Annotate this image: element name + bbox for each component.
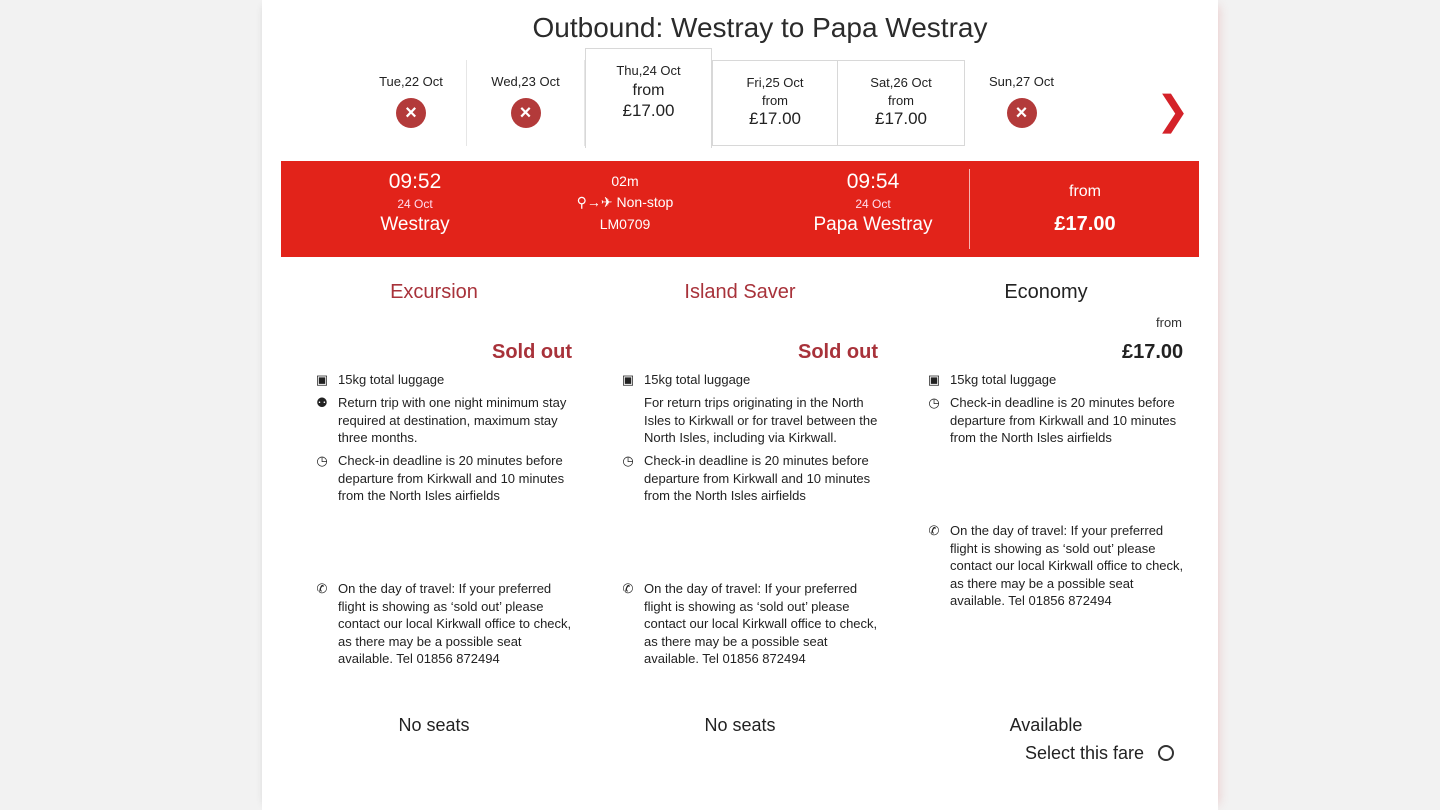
date-from-label: from (632, 82, 665, 99)
phone-icon: ✆ (316, 581, 328, 596)
date-tab-sun-27[interactable] (965, 60, 1078, 146)
date-label: Thu,24 Oct (616, 63, 681, 78)
flight-from-label: from (1069, 183, 1101, 200)
date-price: £17.00 (622, 101, 675, 120)
luggage-icon: ▣ (621, 372, 635, 387)
phone-icon: ✆ (622, 581, 634, 596)
select-fare-radio[interactable] (1158, 745, 1174, 761)
fare-price: £17.00 (1122, 341, 1184, 363)
date-tab-sat-26[interactable] (837, 60, 965, 146)
fare-feature (928, 394, 1190, 447)
date-label: Tue,22 Oct (379, 74, 443, 89)
fare-feature (927, 371, 1190, 389)
fare-feature (644, 394, 884, 447)
departure-time: 09:52 (388, 170, 442, 193)
divider (969, 169, 970, 249)
fare-feature (621, 371, 884, 389)
sold-out-label: Sold out (492, 341, 572, 363)
date-from-label: from (888, 93, 914, 108)
fare-feature (316, 580, 578, 668)
feature-text: On the day of travel: If your preferred flight is showing as ‘sold out’ please contact our local Kirkwall office to check, as there may be a possible seat available. Tel 01856 872494 (950, 523, 1184, 608)
flight-summary-bar[interactable] (281, 161, 1199, 257)
feature-text: 15kg total luggage (644, 372, 751, 387)
flight-price-info (985, 183, 1185, 236)
unavailable-icon: × (1007, 98, 1037, 128)
feature-text: Return trip with one night minimum stay required at destination, maximum stay three months. (338, 395, 567, 445)
departure-place: Westray (380, 214, 450, 235)
route-info (525, 173, 725, 232)
phone-icon: ✆ (928, 523, 940, 538)
fare-name-excursion: Excursion (390, 281, 478, 303)
unavailable-icon: × (396, 98, 426, 128)
fare-feature (315, 371, 578, 389)
date-tab-tue-22[interactable] (356, 60, 467, 146)
fare-feature (622, 452, 884, 505)
clock-icon: ◷ (622, 453, 634, 468)
feature-text: 15kg total luggage (950, 372, 1057, 387)
page-title: Outbound: Westray to Papa Westray (532, 12, 988, 43)
clock-icon: ◷ (928, 395, 940, 410)
arrival-place: Papa Westray (813, 214, 933, 235)
pin-plane-icon: ⚲→✈ (576, 194, 613, 210)
family-icon: ⚉ (316, 395, 328, 410)
date-from-label: from (762, 93, 788, 108)
fare-feature (316, 394, 578, 447)
fare-from-label: from (1156, 315, 1182, 330)
flight-number: LM0709 (599, 216, 651, 232)
date-price: £17.00 (875, 109, 927, 128)
arrival-info (773, 170, 973, 236)
select-fare-label[interactable]: Select this fare (1025, 743, 1145, 763)
availability-economy: Available (1009, 715, 1083, 735)
date-tab-fri-25[interactable] (712, 60, 838, 146)
departure-date: 24 Oct (397, 197, 433, 211)
feature-text: For return trips originating in the North Isles to Kirkwall or for travel between the North Isles, including via Kirkwall. (644, 395, 878, 445)
date-tab-thu-24[interactable] (585, 48, 712, 148)
feature-text: On the day of travel: If your preferred flight is showing as ‘sold out’ please contact our local Kirkwall office to check, as there may be a possible seat available. Tel 01856 872494 (644, 581, 878, 666)
arrival-time: 09:54 (846, 170, 900, 193)
fare-feature (928, 522, 1190, 610)
fare-name-island-saver: Island Saver (684, 281, 796, 303)
feature-text: On the day of travel: If your preferred flight is showing as ‘sold out’ please contact our local Kirkwall office to check, as there may be a possible seat available. Tel 01856 872494 (338, 581, 572, 666)
luggage-icon: ▣ (315, 372, 329, 387)
date-price: £17.00 (749, 109, 801, 128)
fare-feature (622, 580, 884, 668)
route-line (525, 194, 725, 211)
feature-text: 15kg total luggage (338, 372, 445, 387)
date-label: Fri,25 Oct (746, 75, 804, 90)
feature-text: Check-in deadline is 20 minutes before departure from Kirkwall and 10 minutes from the North Isles airfields (950, 395, 1177, 445)
departure-info (315, 170, 515, 236)
availability-excursion: No seats (398, 715, 470, 735)
feature-text: Check-in deadline is 20 minutes before departure from Kirkwall and 10 minutes from the North Isles airfields (338, 453, 565, 503)
luggage-icon: ▣ (927, 372, 941, 387)
flight-price: £17.00 (1054, 213, 1116, 235)
date-tab-wed-23[interactable] (467, 60, 585, 146)
date-label: Sat,26 Oct (870, 75, 932, 90)
flight-duration: 02m (611, 173, 639, 189)
route-label: Non-stop (616, 194, 674, 210)
clock-icon: ◷ (316, 453, 328, 468)
sold-out-label: Sold out (798, 341, 878, 363)
fare-name-economy: Economy (1004, 281, 1088, 303)
chevron-right-icon[interactable]: ❯ (1156, 89, 1190, 133)
feature-text: Check-in deadline is 20 minutes before departure from Kirkwall and 10 minutes from the North Isles airfields (644, 453, 871, 503)
fare-feature (316, 452, 578, 505)
arrival-date: 24 Oct (855, 197, 891, 211)
date-label: Sun,27 Oct (988, 74, 1055, 89)
availability-island-saver: No seats (704, 715, 776, 735)
unavailable-icon: × (511, 98, 541, 128)
date-label: Wed,23 Oct (491, 74, 560, 89)
